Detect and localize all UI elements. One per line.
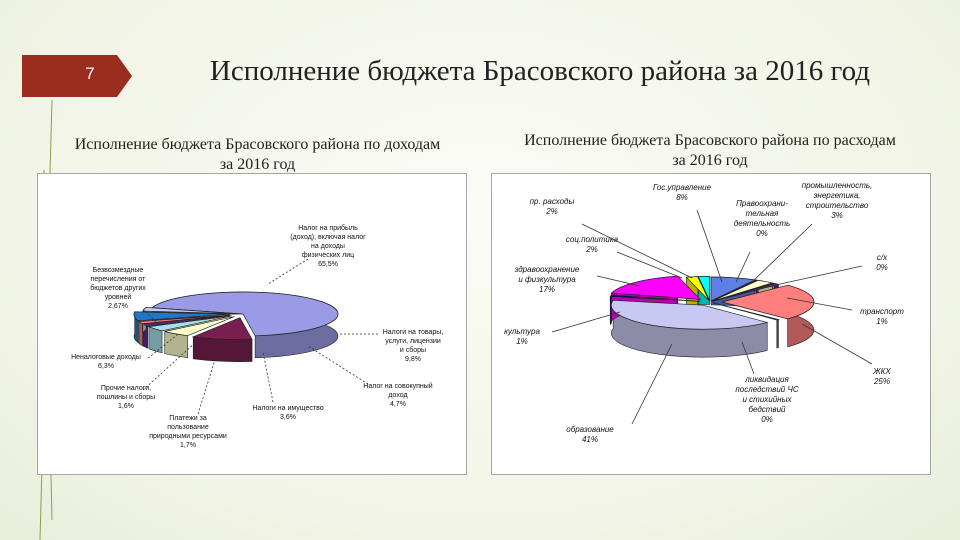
svg-text:соц.политика2%: соц.политика 2% (565, 235, 619, 254)
svg-text:с/х0%: с/х 0% (876, 253, 888, 272)
expense-label-5 (802, 324, 891, 386)
income-pie-chart (38, 174, 466, 474)
expense-pie-chart (492, 174, 930, 474)
expense-label-1 (734, 199, 790, 282)
svg-text:Платежи запользованиеприродным: Платежи за пользование природными ресурсами 1,7% (149, 415, 227, 449)
slide-number-tab (22, 55, 132, 97)
income-label-0 (268, 224, 366, 284)
svg-text:пр. расходы2%: пр. расходы 2% (529, 197, 575, 216)
svg-text:Гос.управление8%: Гос.управление 8% (652, 183, 712, 202)
svg-text:Налоги на имущество3,6%: Налоги на имущество 3,6% (252, 405, 324, 421)
svg-text:Налоги на товары,услуги, лицен: Налоги на товары, услуги, лицензии и сборы 9,8% (382, 329, 444, 363)
svg-text:ликвидацияпоследствий ЧСи стих: ликвидация последствий ЧС и стихийных бедствий 0% (735, 375, 799, 424)
svg-text:Безвозмездныеперечисления отбю: Безвозмездные перечисления от бюджетов других уровней 2,67% (90, 267, 146, 310)
income-label-4 (149, 350, 227, 449)
svg-text:образование41%: образование 41% (566, 425, 614, 444)
expense-label-10 (566, 235, 682, 278)
expense-label-2 (750, 181, 872, 284)
income-chart-panel (37, 173, 467, 475)
svg-text:Прочие налоги,пошлины и сборы1: Прочие налоги, пошлины и сборы 1,6% (96, 385, 156, 410)
slide-title: Исполнение бюджета Брасовского района за 2016 год (209, 55, 871, 87)
income-label-1 (338, 329, 443, 363)
svg-text:Правоохрани-тельнаядеятельност: Правоохрани-тельная деятельность 0% (733, 199, 791, 238)
income-slice-side-1 (193, 337, 252, 362)
income-label-3 (252, 352, 323, 421)
svg-text:здравоохранениеи физкультура17: здравоохранение и физкультура 17% (514, 265, 580, 294)
expense-label-8 (504, 312, 620, 346)
expense-chart-panel (491, 173, 931, 475)
expense-chart-title: Исполнение бюджета Брасовского района по расходам за 2016 год (524, 132, 896, 169)
slide-number: 7 (85, 64, 95, 83)
svg-text:культура1%: культура 1% (504, 327, 540, 346)
income-chart-title: Исполнение бюджета Брасовского района по доходам за 2016 год (74, 136, 441, 173)
expense-label-3 (762, 253, 888, 288)
svg-text:ЖКХ25%: ЖКХ 25% (873, 367, 891, 386)
expense-label-7 (566, 344, 672, 444)
svg-text:транспорт1%: транспорт 1% (860, 307, 904, 326)
income-slice-side-5 (139, 322, 142, 346)
expense-label-0 (653, 183, 722, 282)
svg-text:Налог на прибыль(доход), включ: Налог на прибыль (доход), включая налог на доходы физических лиц 65,5% (290, 225, 366, 268)
expense-slice-side-6 (777, 320, 779, 348)
svg-text:Налог на совокупныйдоход4,7%: Налог на совокупный доход 4,7% (363, 383, 433, 408)
svg-text:промышленность,энергетика,стро: промышленность, энергетика, строительство 3% (801, 181, 873, 220)
svg-text:Неналоговые доходы6,3%: Неналоговые доходы 6,3% (71, 354, 141, 370)
